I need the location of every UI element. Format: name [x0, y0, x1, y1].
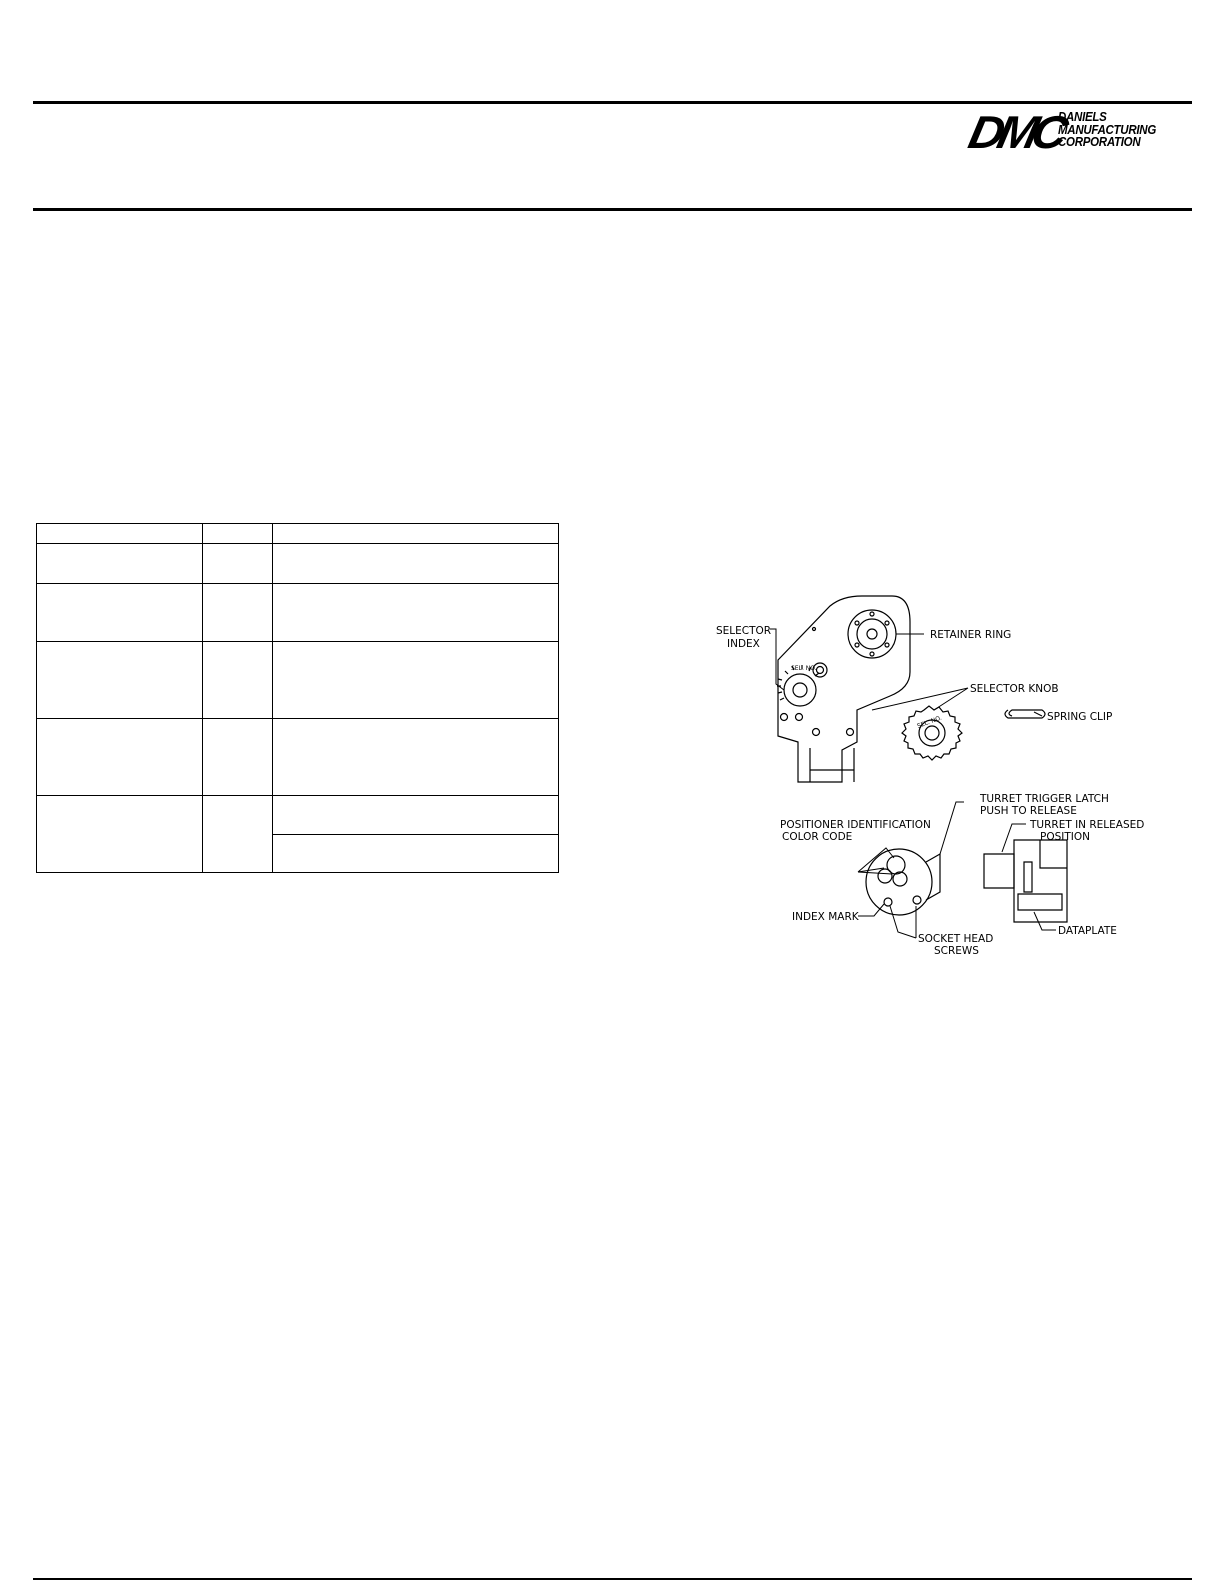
table-cell [37, 524, 203, 544]
leader-selector-knob [872, 688, 968, 710]
table-row [37, 719, 559, 796]
ring-hole [885, 621, 889, 625]
label-push-to-release: PUSH TO RELEASE [980, 805, 1077, 817]
table-cell [203, 719, 273, 796]
label-index: INDEX [727, 638, 760, 650]
ring-hole [870, 612, 874, 616]
table-header-row [37, 524, 559, 544]
label-screws: SCREWS [934, 945, 979, 957]
ring-hole [855, 621, 859, 625]
dataplate-outline [1018, 894, 1062, 910]
table-cell [273, 835, 559, 873]
table-cell [203, 544, 273, 584]
table-cell [273, 584, 559, 642]
label-index-mark: INDEX MARK [792, 911, 859, 923]
color-code-dot [893, 872, 907, 886]
ring-hole [855, 643, 859, 647]
table-cell [273, 524, 559, 544]
table-row [37, 796, 559, 835]
selector-knob-hub [925, 726, 939, 740]
label-dataplate: DATAPLATE [1058, 925, 1117, 937]
leader-index-mark [858, 904, 884, 916]
ring-hole [885, 643, 889, 647]
table-cell [37, 584, 203, 642]
company-name-line-3: CORPORATION [1058, 135, 1141, 149]
label-position: POSITION [1040, 831, 1090, 843]
positioner-turret [866, 849, 932, 915]
screw-head [884, 898, 892, 906]
company-name [1058, 111, 1156, 149]
footer-rule [33, 1578, 1192, 1580]
table-row [37, 642, 559, 719]
leader-trigger-latch [940, 802, 964, 854]
label-socket-head: SOCKET HEAD [918, 933, 994, 945]
table-cell [37, 796, 203, 873]
label-selector: SELECTOR [716, 625, 772, 637]
spec-table [36, 523, 559, 873]
selector-stop-inner [817, 667, 824, 674]
table-cell [273, 544, 559, 584]
table-cell [273, 796, 559, 835]
label-selector-knob: SELECTOR KNOB [970, 683, 1059, 695]
housing-dot [813, 628, 816, 631]
ring-hole [870, 652, 874, 656]
table-cell [203, 524, 273, 544]
mount-hole [781, 714, 788, 721]
fitting-hole [813, 729, 820, 736]
knob-label: SEL. NO. [916, 714, 943, 730]
retainer-ring-inner [857, 619, 887, 649]
company-name-line-2: MANUFACTURING [1058, 122, 1156, 137]
retainer-ring [848, 610, 896, 658]
table-cell [203, 584, 273, 642]
label-turret-released: TURRET IN RELEASED [1030, 819, 1145, 831]
fitting-hole [847, 729, 854, 736]
turret-released-stub [984, 854, 1014, 888]
housing-outline [778, 596, 910, 782]
table-cell [203, 796, 273, 873]
leader-dataplate [1034, 912, 1056, 930]
selector-knob [902, 706, 962, 760]
table-cell [37, 719, 203, 796]
logo-mark: DMC [964, 106, 1067, 158]
selector-dial-hub [793, 683, 807, 697]
header-bottom-rule [33, 208, 1192, 211]
selector-dial [784, 674, 816, 706]
dial-label: SEL. NO. [791, 665, 817, 672]
label-positioner-identification: POSITIONER IDENTIFICATION [780, 819, 931, 831]
leader-spring-clip [1034, 712, 1042, 716]
company-name-line-1: DANIELS [1058, 110, 1107, 124]
screw-head [913, 896, 921, 904]
table-row [37, 544, 559, 584]
turret-released-notch [1040, 840, 1067, 868]
dmc-logo [965, 108, 1190, 158]
label-turret-trigger-latch: TURRET TRIGGER LATCH [980, 793, 1109, 805]
color-code-dot [878, 869, 892, 883]
table-cell [273, 642, 559, 719]
leader-selector-index [770, 629, 784, 690]
turret-slot [1024, 862, 1032, 892]
fitting-outline [810, 748, 854, 782]
table-row [37, 584, 559, 642]
leader-socket-screws [890, 906, 916, 938]
table-cell [203, 642, 273, 719]
turret-latch [926, 854, 940, 900]
mount-hole [796, 714, 803, 721]
table-cell [273, 719, 559, 796]
header-top-rule [33, 101, 1192, 104]
positioner-assembly-figure [712, 592, 1162, 962]
label-spring-clip: SPRING CLIP [1047, 711, 1113, 723]
table-cell [37, 642, 203, 719]
label-color-code: COLOR CODE [782, 831, 853, 843]
label-retainer-ring: RETAINER RING [930, 629, 1012, 641]
retainer-ring-hub [867, 629, 877, 639]
table-cell [37, 544, 203, 584]
